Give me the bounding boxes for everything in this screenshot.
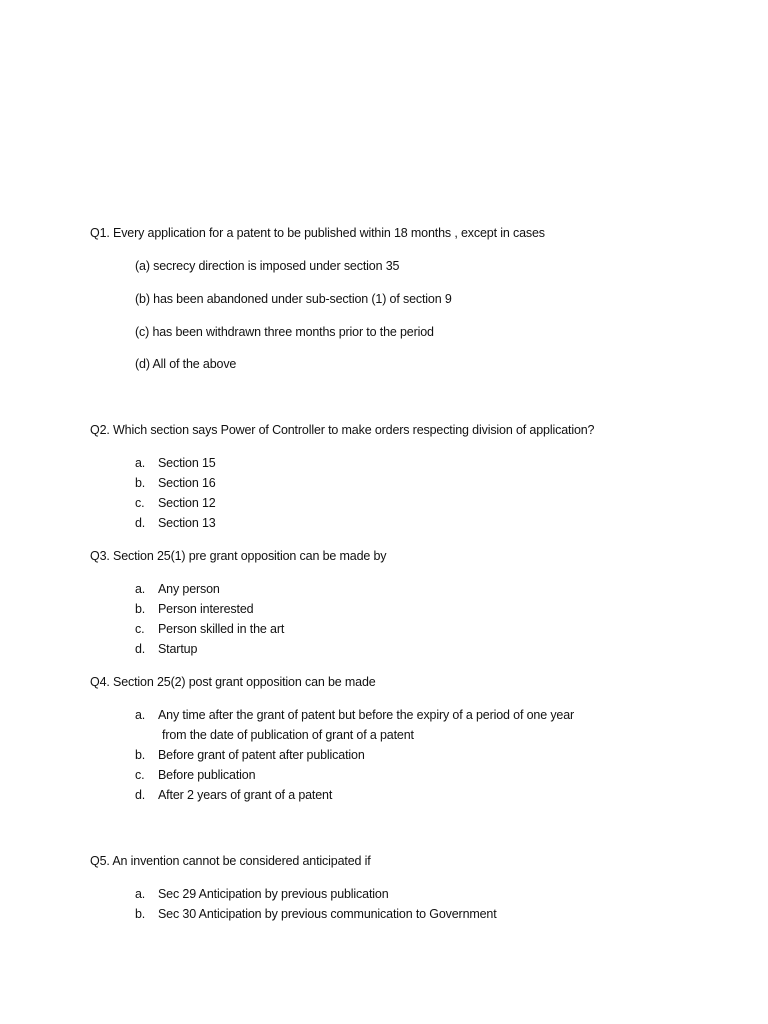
question-3-option-b-marker: b. xyxy=(135,602,146,616)
question-5-text: Q5. An invention cannot be considered anticipated if xyxy=(90,854,371,868)
question-3-option-c: Person skilled in the art xyxy=(158,622,285,636)
question-1-option-c: (c) has been withdrawn three months prior to the period xyxy=(135,325,434,339)
question-4-option-b-marker: b. xyxy=(135,748,146,762)
question-3-option-d-marker: d. xyxy=(135,642,146,656)
question-4-option-d: After 2 years of grant of a patent xyxy=(158,788,333,802)
question-2-text: Q2. Which section says Power of Controller to make orders respecting division of application? xyxy=(90,423,595,437)
question-2-option-c: Section 12 xyxy=(158,496,216,510)
question-1-option-d: (d) All of the above xyxy=(135,357,237,371)
question-2-option-a-marker: a. xyxy=(135,456,146,470)
question-2-option-c-marker: c. xyxy=(135,496,145,510)
question-2-option-a: Section 15 xyxy=(158,456,216,470)
question-5-option-b-marker: b. xyxy=(135,907,146,921)
question-3-option-c-marker: c. xyxy=(135,622,145,636)
question-3-option-b: Person interested xyxy=(158,602,254,616)
question-5-option-a: Sec 29 Anticipation by previous publication xyxy=(158,887,389,901)
question-2-option-d: Section 13 xyxy=(158,516,216,530)
question-4-option-a-continuation: from the date of publication of grant of a patent xyxy=(162,728,414,742)
question-3-text: Q3. Section 25(1) pre grant opposition can be made by xyxy=(90,549,387,563)
question-1-option-b: (b) has been abandoned under sub-section (1) of section 9 xyxy=(135,292,452,306)
question-4-option-a: Any time after the grant of patent but before the expiry of a period of one year xyxy=(158,708,575,722)
question-3-option-a-marker: a. xyxy=(135,582,146,596)
question-4-option-b: Before grant of patent after publication xyxy=(158,748,365,762)
question-4-text: Q4. Section 25(2) post grant opposition can be made xyxy=(90,675,376,689)
question-2-option-b: Section 16 xyxy=(158,476,216,490)
question-2-option-d-marker: d. xyxy=(135,516,146,530)
question-4-option-c-marker: c. xyxy=(135,768,145,782)
question-1-option-a: (a) secrecy direction is imposed under section 35 xyxy=(135,259,400,273)
question-5-option-b: Sec 30 Anticipation by previous communication to Government xyxy=(158,907,497,921)
question-3-option-d: Startup xyxy=(158,642,198,656)
question-3-option-a: Any person xyxy=(158,582,220,596)
question-5-option-a-marker: a. xyxy=(135,887,146,901)
question-1-text: Q1. Every application for a patent to be published within 18 months , except in cases xyxy=(90,226,545,240)
question-4-option-a-marker: a. xyxy=(135,708,146,722)
question-4-option-c: Before publication xyxy=(158,768,256,782)
question-2-option-b-marker: b. xyxy=(135,476,146,490)
question-4-option-d-marker: d. xyxy=(135,788,146,802)
